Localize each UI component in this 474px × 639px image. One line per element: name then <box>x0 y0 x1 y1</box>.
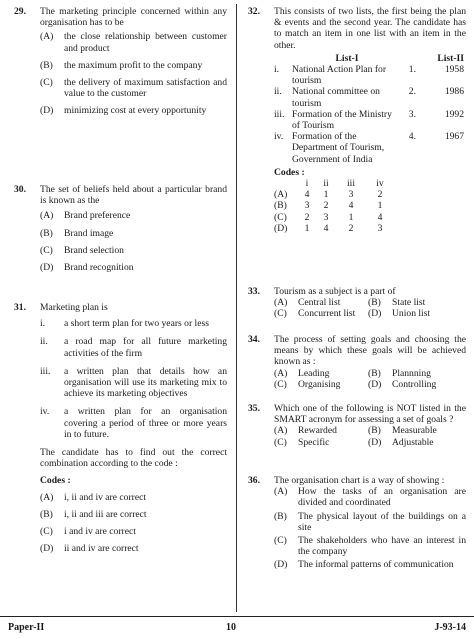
option-c: (C) i and iv are correct <box>40 526 136 538</box>
option-b-text: Plannning <box>392 367 431 379</box>
option-a: (A) How the tasks of an organisation are divided and coordinated <box>274 486 466 509</box>
footer-code: J-93-14 <box>434 622 466 633</box>
question-29 <box>14 6 227 117</box>
question-36 <box>248 475 466 571</box>
question-text: The set of beliefs held about a particular brand is known as the <box>40 184 227 207</box>
option-c-text: Organising <box>298 378 341 390</box>
codes-table: i ii iii iv (A) 4 1 3 2 (B) 3 2 4 1 (C) 2 3 1 4 (D) 1 4 2 3 <box>274 178 394 234</box>
table-row: iii. Formation of the Ministry of Tourism 3. 1992 <box>274 108 464 132</box>
column-divider <box>236 4 237 612</box>
question-number: 34. <box>248 334 260 345</box>
option-c-label: (C) <box>274 436 287 448</box>
option-b-label: (B) <box>368 297 381 309</box>
list1-title: List-I <box>335 52 359 64</box>
list2-title: List-II <box>437 52 464 64</box>
question-35 <box>248 403 466 448</box>
option-d-label: (D) <box>368 436 382 448</box>
question-number: 31. <box>14 302 26 313</box>
option-a-text: Rewarded <box>298 425 337 437</box>
option-b-text: State list <box>392 297 426 309</box>
option-b-label: (B) <box>368 367 381 379</box>
option-b: (B) the maximum profit to the company <box>40 59 203 71</box>
codes-label: Codes : <box>40 475 71 487</box>
option-c: (C) Brand selection <box>40 244 124 256</box>
list-item: i. a short term plan for two years or less <box>40 318 209 330</box>
option-c-label: (C) <box>274 378 287 390</box>
question-number: 32. <box>248 6 260 17</box>
question-text: The marketing principle concerned within any organisation has to be <box>40 6 227 29</box>
option-d: (D) ii and iv are correct <box>40 543 139 555</box>
question-30 <box>14 184 227 273</box>
option-c-text: Specific <box>298 436 330 448</box>
option-a-label: (A) <box>274 367 288 379</box>
page-footer <box>0 616 474 639</box>
page-number: 10 <box>226 622 236 633</box>
question-text: This consists of two lists, the first being the plan & events and the second year. The candidate has to match an item in one list with an item in the other. <box>274 6 466 51</box>
option-a-label: (A) <box>274 425 288 437</box>
question-text: Which one of the following is NOT listed in the SMART acronym for assessing a set of goals ? <box>274 403 466 426</box>
list-item: iv. a written plan for an organisation covering a period of three or more years in to future. <box>40 406 227 440</box>
option-a: (A) the close relationship between customer and product <box>40 31 227 54</box>
option-c: (C) the delivery of maximum satisfaction and value to the customer <box>40 77 227 100</box>
question-text: Tourism as a subject is a part of <box>274 286 396 297</box>
question-number: 29. <box>14 6 26 17</box>
option-a-text: Leading <box>298 367 330 379</box>
option-d: (D) The informal patterns of communication <box>274 559 454 571</box>
match-table <box>274 53 464 165</box>
option-c: (C) The shakeholders who have an interest in the company <box>274 535 466 558</box>
option-b: (B) The physical layout of the buildings on a site <box>274 510 466 533</box>
question-33 <box>248 286 466 320</box>
question-number: 35. <box>248 403 260 414</box>
option-c-label: (C) <box>274 308 287 320</box>
option-b-label: (B) <box>368 425 381 437</box>
question-number: 33. <box>248 286 260 297</box>
option-c-text: Concurrent list <box>298 308 356 320</box>
code-row: (A) 4 1 3 2 <box>274 189 383 201</box>
question-text: The process of setting goals and choosing the means by which these goals will be achieved known as : <box>274 334 466 368</box>
option-d: (D) minimizing cost at every opportunity <box>40 105 207 117</box>
question-number: 30. <box>14 184 26 195</box>
list-item: ii. a road map for all future marketing activities of the firm <box>40 336 227 359</box>
option-d: (D) Brand recognition <box>40 262 134 274</box>
code-row: (C) 2 3 1 4 <box>274 211 383 223</box>
option-a-label: (A) <box>274 297 288 309</box>
option-a: (A) Brand preference <box>40 210 131 222</box>
option-d-label: (D) <box>368 308 382 320</box>
list-item: iii. a written plan that details how an organisation will use its marketing mix to achieve its marketing objectives <box>40 365 227 400</box>
option-b: (B) i, ii and iii are correct <box>40 508 147 520</box>
option-a-text: Central list <box>298 297 341 309</box>
table-row: iv. Formation of the Department of Tourism, Government of India 4. 1967 <box>274 131 464 165</box>
code-row: (D) 1 4 2 3 <box>274 222 383 234</box>
table-row: i. National Action Plan for tourism 1. 1958 <box>274 64 464 87</box>
table-row: ii. National committee on tourism 2. 1986 <box>274 86 464 109</box>
question-32 <box>248 6 466 234</box>
option-d-label: (D) <box>368 378 382 390</box>
question-text: The organisation chart is a way of showing : <box>274 475 445 486</box>
option-b: (B) Brand image <box>40 227 114 239</box>
question-stem-2: The candidate has to find out the correct combination according to the code : <box>40 447 227 470</box>
question-text: Marketing plan is <box>40 302 108 313</box>
code-row: (B) 3 2 4 1 <box>274 200 383 212</box>
option-d-text: Union list <box>392 308 431 320</box>
option-a: (A) i, ii and iv are correct <box>40 491 147 503</box>
codes-label: Codes : <box>274 166 305 178</box>
question-34 <box>248 334 466 390</box>
footer-paper: Paper-II <box>8 622 45 633</box>
option-b-text: Measurable <box>392 425 437 437</box>
question-31 <box>14 302 227 554</box>
question-number: 36. <box>248 475 260 486</box>
option-d-text: Adjustable <box>392 436 434 448</box>
option-d-text: Controlling <box>392 378 437 390</box>
